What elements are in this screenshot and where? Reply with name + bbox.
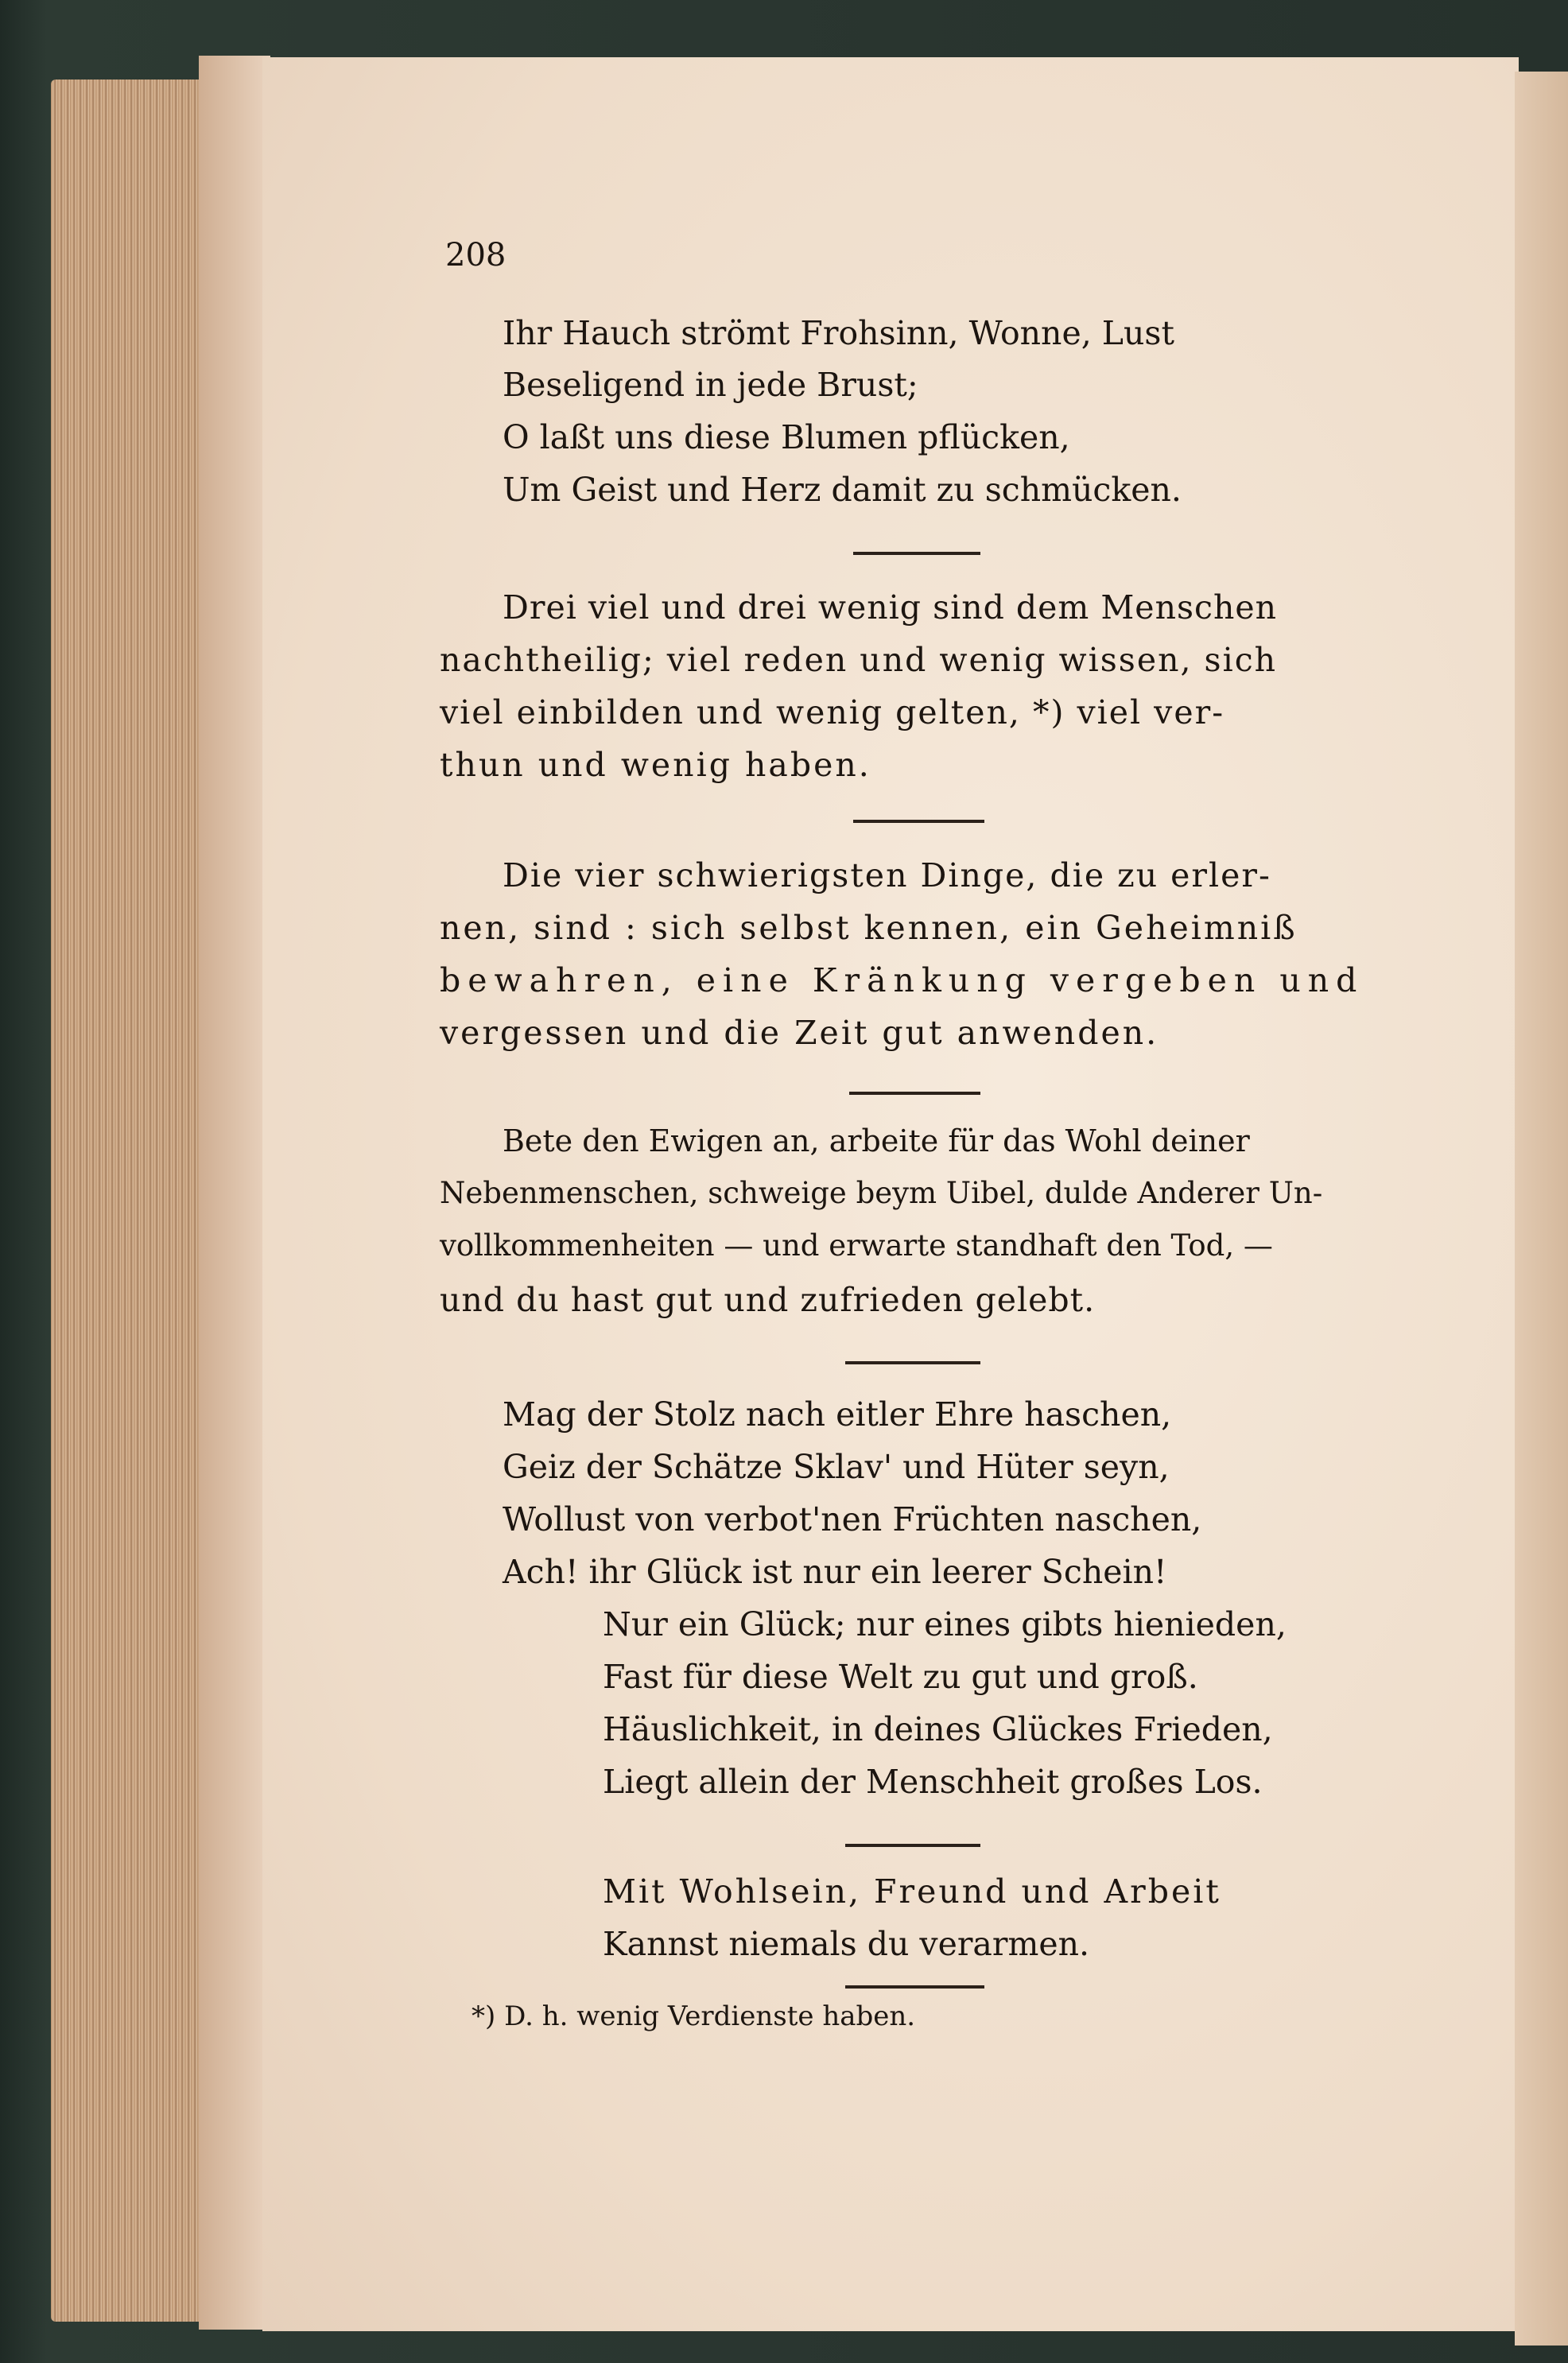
separator-rule (853, 820, 984, 823)
para3-line-1: Bete den Ewigen an, arbeite für das Wohl deiner (503, 1123, 1250, 1158)
para2-line-2: nen, sind : sich selbst kennen, ein Geheimniß (440, 909, 1298, 947)
para3-line-3: vollkommenheiten — und erwarte standhaft den Tod, — (440, 1228, 1273, 1263)
poem2-line-2: Geiz der Schätze Sklav' und Hüter seyn, (503, 1448, 1170, 1486)
poem2-line-3: Wollust von verbot'nen Früchten naschen, (503, 1500, 1202, 1538)
page-number: 208 (445, 237, 506, 274)
para1-line-1: Drei viel und drei wenig sind dem Menschen (503, 588, 1278, 627)
para2-line-4: vergessen und die Zeit gut anwenden. (440, 1014, 1159, 1052)
poem1-line-4: Um Geist und Herz damit zu schmücken. (503, 471, 1182, 509)
poem3-line-1: Mit Wohlsein, Freund und Arbeit (603, 1872, 1221, 1911)
para2-line-1: Die vier schwierigsten Dinge, die zu erler- (503, 856, 1271, 894)
para3-line-4: und du hast gut und zufrieden gelebt. (440, 1281, 1096, 1319)
poem3-line-2: Kannst niemals du verarmen. (603, 1925, 1090, 1963)
poem1-line-2: Beseligend in jede Brust; (503, 366, 918, 404)
separator-rule (845, 1844, 980, 1847)
poem2-line-4: Ach! ihr Glück ist nur ein leerer Schein! (503, 1553, 1167, 1591)
para1-line-4: thun und wenig haben. (440, 746, 871, 784)
separator-rule (853, 552, 980, 555)
poem2-line-5: Nur ein Glück; nur eines gibts hienieden, (603, 1605, 1287, 1643)
poem2-line-6: Fast für diese Welt zu gut und groß. (603, 1658, 1198, 1696)
separator-rule (845, 1985, 984, 1989)
para3-line-2: Nebenmenschen, schweige beym Uibel, dulde Anderer Un- (440, 1176, 1323, 1210)
separator-rule (849, 1092, 980, 1095)
para2-line-3: bewahren, eine Kränkung vergeben und (440, 961, 1364, 999)
page-gutter (199, 56, 270, 2330)
para1-line-3: viel einbilden und wenig gelten, *) viel ver- (440, 693, 1225, 731)
poem2-line-1: Mag der Stolz nach eitler Ehre haschen, (503, 1395, 1172, 1434)
poem2-line-8: Liegt allein der Menschheit großes Los. (603, 1763, 1263, 1801)
footnote: *) D. h. wenig Verdienste haben. (472, 2000, 916, 2032)
poem1-line-3: O laßt uns diese Blumen pflücken, (503, 418, 1070, 456)
next-page-edge (1515, 72, 1568, 2346)
poem2-line-7: Häuslichkeit, in deines Glückes Frieden, (603, 1710, 1273, 1748)
poem1-line-1: Ihr Hauch strömt Frohsinn, Wonne, Lust (503, 314, 1174, 352)
separator-rule (845, 1361, 980, 1364)
para1-line-2: nachtheilig; viel reden und wenig wissen, sich (440, 641, 1278, 679)
